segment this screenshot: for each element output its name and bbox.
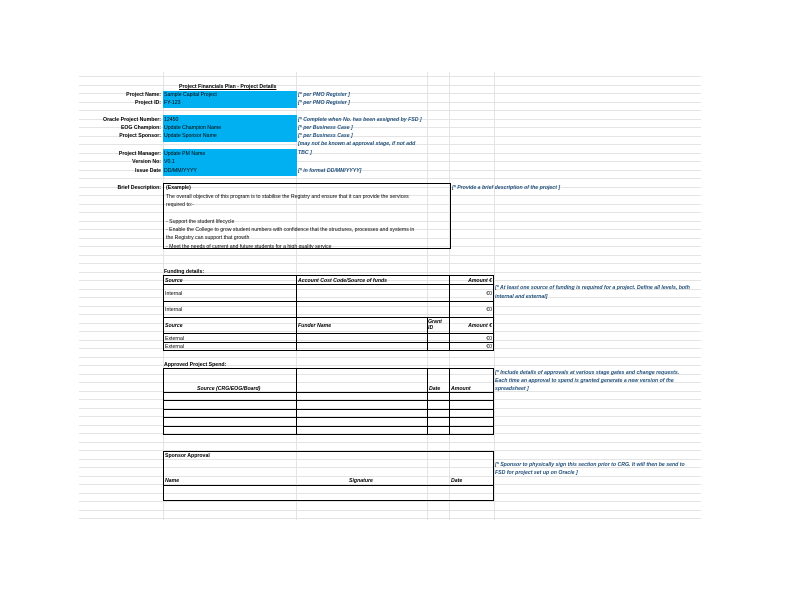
version-field[interactable]: V0.1 [164,159,175,165]
funding-table [163,275,494,351]
project-id-note: [* per PMO Register ] [298,100,350,106]
gridline [79,357,701,358]
sponsor-approval-table [163,451,494,501]
gridline [79,510,701,511]
brief-line: - Meet the needs of current and future students for a high quality service [166,244,332,249]
issue-date-field[interactable]: DD/MM/YYYY [164,168,197,174]
brief-line: (Example) [166,185,191,191]
funding-header-amount: Amount € [468,278,492,284]
approved-header-source: Source (CRG/EOG/Board) [197,386,261,392]
gridline [79,263,701,264]
brief-line: The overall objective of this program is to stabilise the Registry and ensure that it can provide the services [166,194,409,200]
approved-col-divider [296,368,297,435]
sponsor-note: FSD for project set up on Oracle ] [495,470,578,476]
approved-rule [163,400,494,401]
gridline [79,178,701,179]
approved-header-date: Date [429,386,441,392]
gridline [79,76,701,77]
internal-amount-cell[interactable]: €0 [486,291,492,297]
oracle-number-label: Oracle Project Number: [103,117,161,123]
version-label: Version No: [132,159,161,165]
approved-header-amount: Amount [451,386,471,392]
funding-header-account: Account Cost Code/Source of funds [298,278,388,284]
page-title: Project Financials Plan - Project Details [179,84,277,90]
gridline [79,518,701,519]
external-amount-cell[interactable]: €0 [486,336,492,342]
internal-source-cell: Internal [165,291,183,297]
external-amount-cell[interactable]: €0 [486,344,492,350]
sponsor-header-date: Date [451,478,463,484]
approved-rule [163,392,494,393]
spreadsheet [79,72,701,520]
funding-header-source: Source [165,278,183,284]
project-id-label: Project ID: [135,100,161,106]
gridline [79,255,701,256]
project-manager-field[interactable]: Update PM Name [164,151,206,157]
project-manager-label: Project Manager: [118,151,161,157]
project-sponsor-note: [* per Business Case ] [298,133,353,139]
external-header-grant: Grant ID [428,319,442,331]
approved-rule [163,426,494,427]
project-name-label: Project Name: [126,92,161,98]
approved-rule [163,409,494,410]
funding-note: [* At least one source of funding is required for a project. Define all levels, both [495,285,690,291]
funding-rule [163,284,494,285]
sponsor-rule [163,485,494,486]
funding-rule [163,333,494,334]
project-name-note: [* per PMO Register ] [298,92,350,98]
brief-description-box[interactable] [163,183,451,249]
project-id-field[interactable]: FY-123 [164,100,181,106]
sponsor-header-signature: Signature [349,478,373,484]
eog-champion-field[interactable]: Update Champion Name [164,125,222,131]
approved-col-divider [449,368,450,435]
funding-title: Funding details: [164,269,205,275]
external-header-amount: Amount € [468,323,492,329]
internal-amount-cell[interactable]: €0 [486,307,492,313]
brief-line: - Enable the College to grow student numbers with confidence that the structures, processes and systems in [166,227,415,233]
funding-rule [163,301,494,302]
internal-source-cell: Internal [165,307,183,313]
oracle-number-field[interactable]: 12450 [164,117,179,123]
funding-note: internal and external] [495,294,548,300]
project-sponsor-field[interactable]: Update Sponsor Name [164,133,217,139]
funding-rule [163,342,494,343]
oracle-number-note: [* Complete when No. has been assigned by FSD ] [298,117,422,123]
eog-champion-label: EOG Champion: [120,125,161,131]
funding-rule [163,317,494,318]
brief-description-label: Brief Description: [117,185,161,191]
project-manager-note: TBC ] [298,150,312,156]
external-source-cell: External [165,336,185,342]
approved-col-divider [427,368,428,435]
gridline [79,501,701,502]
brief-line: - Support the student lifecycle [166,219,235,225]
gridline [79,442,701,443]
issue-date-label: Issue Date [135,168,161,174]
funding-col-divider [296,275,297,351]
project-name-field[interactable]: Sample Capital Project [164,92,217,98]
approved-spend-table [163,368,494,435]
approved-spend-title: Approved Project Spend: [164,362,227,368]
project-sponsor-label: Project Sponsor: [119,133,161,139]
issue-date-note: [* in format DD/MM/YYYY] [298,168,362,174]
brief-line: required to:- [166,202,194,208]
approved-note: Each time an approval to spend is granted generate a new version of the [495,378,674,384]
approved-note: spreadsheet ] [495,386,529,392]
external-source-cell: External [165,344,185,350]
gridline [79,110,701,111]
sponsor-extra-note: [may not be known at approval stage, if not add [298,141,416,147]
sponsor-note: [* Sponsor to physically sign this section prior to CRG. It will then be send to [495,462,685,468]
approved-rule [163,417,494,418]
brief-description-note: [* Provide a brief description of the project ] [452,185,561,191]
gridline [79,85,701,86]
eog-champion-note: [* per Business Case ] [298,125,353,131]
sponsor-header-name: Name [165,478,180,484]
external-header-funder: Funder Name [298,323,332,329]
sponsor-approval-title: Sponsor Approval [165,453,210,459]
external-header-source: Source [165,323,183,329]
brief-line: the Registry can support that growth [166,235,250,241]
approved-note: [* Include details of approvals at various stage gates and change requests. [495,370,680,376]
